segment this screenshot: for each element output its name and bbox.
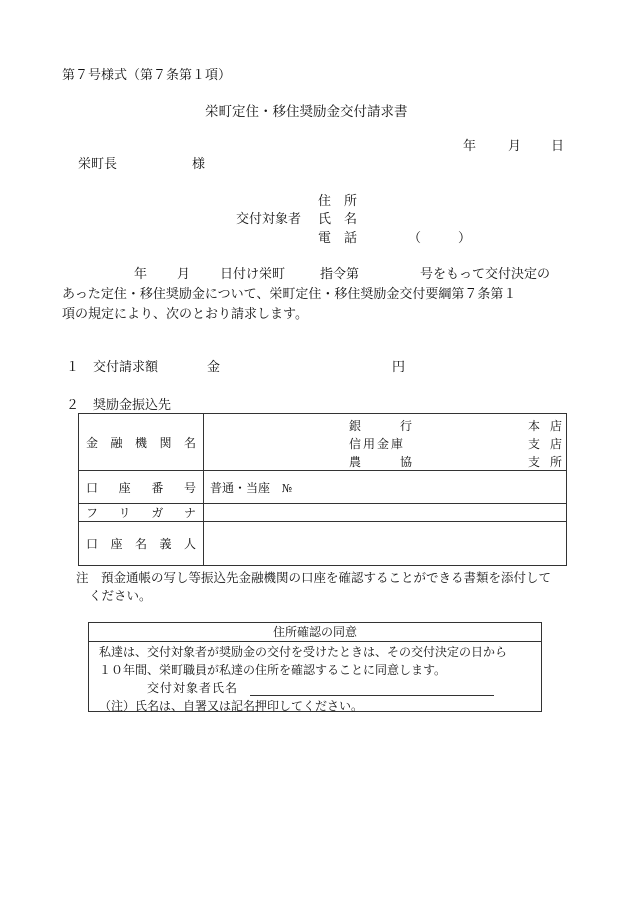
item-1-label: 交付請求額	[93, 360, 159, 375]
table-row-furigana	[79, 504, 567, 522]
applicant-address-label: 住 所	[318, 194, 358, 209]
type-ginko-2: 行	[400, 419, 413, 433]
item-1-number: １	[66, 360, 80, 375]
body-year: 年	[134, 267, 148, 282]
phone-paren-open: （	[408, 231, 422, 246]
signature-label: 交付対象者氏名	[147, 681, 239, 695]
applicant-label: 交付対象者	[236, 212, 302, 227]
type-shinkin: 信用金庫	[349, 437, 406, 451]
institution-value-cell[interactable]	[204, 414, 567, 471]
addressee-name: 栄町長	[78, 157, 118, 172]
item-1-kin: 金	[207, 360, 221, 375]
branch-shiten-1: 支	[528, 437, 541, 451]
item-2-number: ２	[66, 398, 80, 413]
institution-types	[204, 414, 566, 470]
consent-note: （注）氏名は、自署又は記名押印してください。	[99, 699, 364, 713]
table-row-account-number	[79, 471, 567, 504]
account-type: 普通・当座	[210, 480, 271, 495]
furigana-label-cell	[79, 504, 204, 522]
number-symbol: №	[281, 481, 293, 495]
date-month: 月	[508, 139, 522, 154]
note-line-2: ください。	[89, 588, 152, 603]
branch-honten-2: 店	[550, 419, 563, 433]
type-nokyo-1: 農	[349, 455, 362, 469]
branch-honten-1: 本	[528, 419, 541, 433]
address-consent-box	[88, 622, 542, 712]
bank-transfer-table	[78, 413, 567, 566]
note-line-1: 注 預金通帳の写し等振込先金融機関の口座を確認することができる書類を添付して	[76, 570, 552, 585]
body-directive: 指令第	[320, 267, 360, 282]
branch-shisho-2: 所	[550, 455, 563, 469]
branch-shiten-2: 店	[550, 437, 563, 451]
branch-shisho-1: 支	[528, 455, 541, 469]
phone-paren-close: ）	[458, 231, 472, 246]
date-day: 日	[551, 139, 565, 154]
form-number: 第７号様式（第７条第１項）	[62, 68, 232, 83]
document-title: 栄町定住・移住奨励金交付請求書	[205, 104, 408, 120]
table-row-account-holder	[79, 522, 567, 566]
body-suffix: 号をもって交付決定の	[420, 267, 551, 282]
table-row-institution	[79, 414, 567, 471]
holder-value-cell[interactable]	[204, 522, 567, 566]
account-number-value-cell[interactable]	[204, 471, 567, 504]
date-year: 年	[463, 139, 477, 154]
consent-line-1: 私達は、交付対象者が奨励金の交付を受けたときは、その交付決定の日から	[99, 645, 508, 659]
body-line-2: あった定住・移住奨励金について、栄町定住・移住奨励金交付要綱第７条第１	[62, 287, 517, 302]
item-1-yen: 円	[392, 360, 406, 375]
body-date-ref: 日付け栄町	[220, 267, 286, 282]
institution-label: 金 融 機 関 名	[86, 435, 196, 450]
account-number-label: 口 座 番 号	[86, 480, 196, 495]
furigana-label: フ リ ガ ナ	[86, 506, 196, 520]
body-month: 月	[177, 267, 191, 282]
type-nokyo-2: 協	[400, 455, 413, 469]
holder-label-cell	[79, 522, 204, 566]
addressee-honorific: 様	[192, 157, 206, 172]
consent-signature-row	[147, 680, 494, 696]
body-line-3: 項の規定により、次のとおり請求します。	[62, 307, 308, 322]
signature-field[interactable]	[250, 683, 494, 696]
institution-label-cell	[79, 414, 204, 471]
applicant-name-label: 氏 名	[318, 212, 358, 227]
consent-header: 住所確認の同意	[89, 623, 541, 642]
type-ginko-1: 銀	[349, 419, 362, 433]
consent-line-2: １０年間、栄町職員が私達の住所を確認することに同意します。	[99, 663, 447, 677]
furigana-value-cell[interactable]	[204, 504, 567, 522]
item-2-label: 奨励金振込先	[93, 398, 172, 413]
holder-label: 口 座 名 義 人	[86, 537, 196, 551]
account-number-label-cell	[79, 471, 204, 504]
applicant-phone-label: 電 話	[318, 231, 358, 246]
